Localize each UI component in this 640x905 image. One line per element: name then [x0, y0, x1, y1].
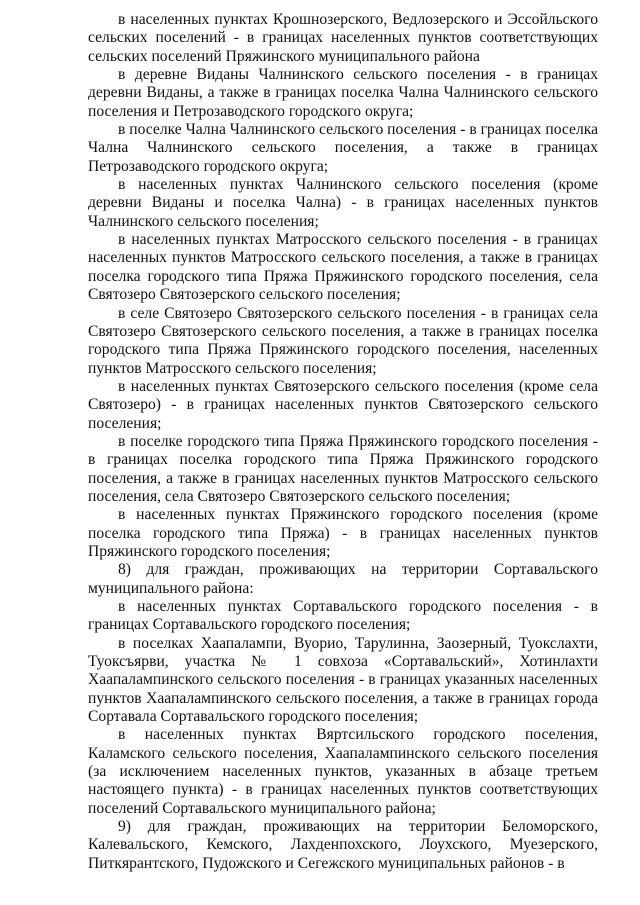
paragraph-4: в населенных пунктах Чалнинского сельского поселения (кроме деревни Виданы и поселка Чална) - в границах населенных пунктов Чалнинского сельского поселения;: [88, 176, 598, 230]
paragraph-7: в населенных пунктах Святозерского сельского поселения (кроме села Святозеро) - в границах населенных пунктов Святозерского сельского поселения;: [88, 377, 598, 432]
paragraph-12: в поселках Хаапалампи, Вуорио, Тарулинна, Заозерный, Туокслахти, Туоксъярви, участка № 1 совхоза «Сортавальский», Хотинлахти Хаапалампинского сельского поселения - в границах указанных населенных пунктов Хаапалампинского сельского поселения, а также в границах города Сортавала Сортавальского городского поселения;: [88, 634, 598, 726]
paragraph-10: 8) для граждан, проживающих на территории Сортавальского муниципального района:: [88, 561, 598, 597]
paragraph-6: в селе Святозеро Святозерского сельского поселения - в границах села Святозеро Святозерского сельского поселения, а также в границах поселка городского типа Пряжа Пряжинского городского поселения, населенных пунктов Матросского сельского поселения;: [88, 304, 598, 377]
paragraph-9: в населенных пунктах Пряжинского городского поселения (кроме поселка городского типа Пряжа) - в границах населенных пунктов Пряжинского городского поселения;: [88, 506, 598, 560]
paragraph-14: 9) для граждан, проживающих на территории Беломорского, Калевальского, Кемского, Лахденпохского, Лоухского, Муезерского, Питкярантского, Пудожского и Сегежского муниципальных районов - в: [88, 818, 598, 872]
paragraph-1: в населенных пунктах Крошнозерского, Ведлозерского и Эссойльского сельских поселений - в границах населенных пунктов соответствующих сельских поселений Пряжинского муниципального района: [88, 11, 598, 65]
paragraph-5: в населенных пунктах Матросского сельского поселения - в границах населенных пунктов Матросского сельского поселения, а также в границах поселка городского типа Пряжа Пряжинского городского поселения, села Святозеро Святозерского сельского поселения;: [88, 231, 598, 304]
paragraph-8: в поселке городского типа Пряжа Пряжинского городского поселения - в границах поселка городского типа Пряжа Пряжинского городского поселения, а также в границах населенных пунктов Матросского сельского поселения, села Святозеро Святозерского сельского поселения;: [88, 432, 598, 505]
paragraph-2: в деревне Виданы Чалнинского сельского поселения - в границах деревни Виданы, а также в границах поселка Чална Чалнинского сельского поселения и Петрозаводского городского округа;: [88, 66, 598, 120]
paragraph-13: в населенных пунктах Вяртсильского городского поселения, Каламского сельского поселения, Хаапалампинского сельского поселения (за исключением населенных пунктов, указанных в абзаце третьем настоящего пункта) - в границах населенных пунктов соответствующих поселений Сортавальского муниципального района;: [88, 726, 598, 817]
document-page: [88, 11, 598, 873]
paragraph-3: в поселке Чална Чалнинского сельского поселения - в границах поселка Чална Чалнинского сельского поселения, а также в границах Петрозаводского городского округа;: [88, 121, 598, 175]
paragraph-11: в населенных пунктах Сортавальского городского поселения - в границах Сортавальского городского поселения;: [88, 598, 598, 634]
